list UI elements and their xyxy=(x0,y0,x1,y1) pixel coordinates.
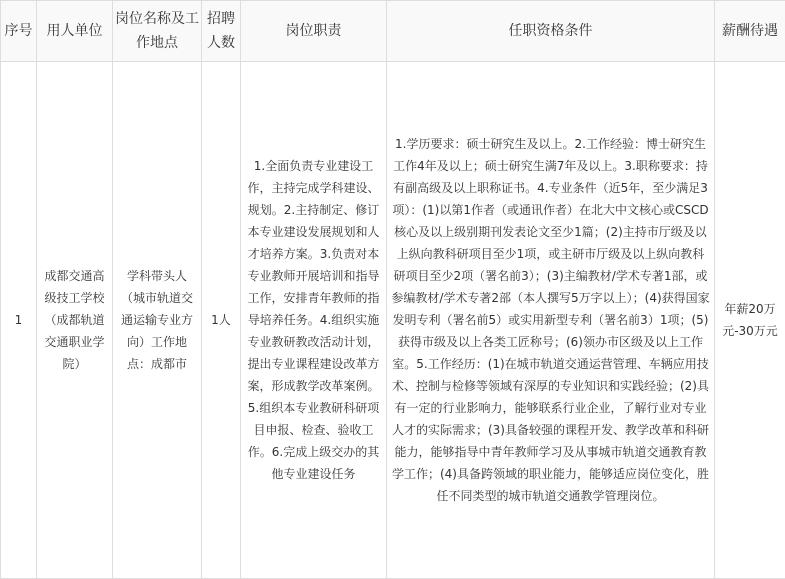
header-seq: 序号 xyxy=(1,1,37,62)
cell-unit: 成都交通高级技工学校（成都轨道交通职业学院） xyxy=(37,62,113,579)
cell-position: 学科带头人（城市轨道交通运输专业方向）工作地点：成都市 xyxy=(113,62,202,579)
header-count: 招聘人数 xyxy=(202,1,241,62)
header-qualifications: 任职资格条件 xyxy=(387,1,715,62)
cell-salary: 年薪20万元-30万元 xyxy=(715,62,785,579)
header-unit: 用人单位 xyxy=(37,1,113,62)
table-header-row xyxy=(1,1,785,62)
cell-count: 1人 xyxy=(202,62,241,579)
cell-qualifications: 1.学历要求：硕士研究生及以上。2.工作经验：博士研究生工作4年及以上；硕士研究生满7年及以上。3.职称要求：持有副高级及以上职称证书。4.专业条件（近5年，至少满足3项）：(1)以第1作者（或通讯作者）在北大中文核心或CSCD核心及以上级别期刊发表论文至少1篇；(2)主持市厅级及以上纵向教科研项目至少1项，或主研市厅级及以上纵向教科研项目至少2项（署名前3）；(3)主编教材/学术专著1部，或参编教材/学术专著2部（本人撰写5万字以上）；(4)获得国家发明专利（署名前5）或实用新型专利（署名前3）1项；(5)获得市级及以上各类工匠称号；(6)领办市区级及以上工作室。5.工作经历：(1)在城市轨道交通运营管理、车辆应用技术、控制与检修等领域有深厚的专业知识和实践经验；(2)具有一定的行业影响力，能够联系行业企业，了解行业对专业人才的实际需求；(3)具备较强的课程开发、教学改革和科研能力，能够指导中青年教师学习及从事城市轨道交通教育教学工作；(4)具备跨领域的职业能力，能够适应岗位变化，胜任不同类型的城市轨道交通教学管理岗位。 xyxy=(387,62,715,579)
cell-duties: 1.全面负责专业建设工作，主持完成学科建设、规划。2.主持制定、修订本专业建设发展规划和人才培养方案。3.负责对本专业教师开展培训和指导工作，安排青年教师的指导培养任务。4.组织实施专业教研教改活动计划，提出专业课程建设改革方案，形成教学改革案例。5.组织本专业教研科研项目申报、检查、验收工作。6.完成上级交办的其他专业建设任务 xyxy=(241,62,387,579)
header-position: 岗位名称及工作地点 xyxy=(113,1,202,62)
header-salary: 薪酬待遇 xyxy=(715,1,785,62)
cell-seq: 1 xyxy=(1,62,37,579)
table-row xyxy=(1,62,785,579)
header-duties: 岗位职责 xyxy=(241,1,387,62)
